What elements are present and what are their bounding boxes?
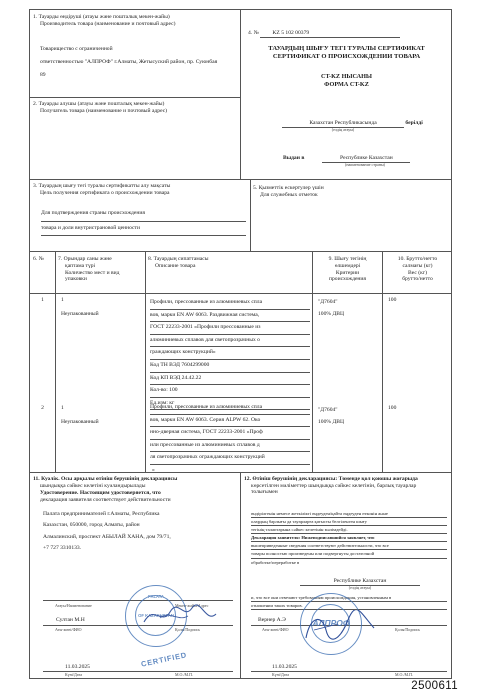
header-line: 8. Тауардың сипаттамасы [148, 256, 209, 262]
divider [29, 293, 452, 294]
issued-in-country: Казахстан Республикасында [282, 120, 404, 128]
stamp-text: АЛПРОФ [312, 618, 350, 628]
divider [250, 179, 251, 251]
producer-heading-kz: 1. Тауарды өндіруші (атауы және пошталық мекен-жайы) [33, 14, 170, 20]
caption: (наименование страны) [344, 162, 385, 167]
certification-heading-kz2: шындыққа сәйкес келетіні куәландырылады [40, 482, 146, 489]
service-notes-heading-ru: Для служебных отметок [260, 191, 318, 198]
divider [29, 97, 240, 98]
declaration-line: тегінің талаптарына сәйкес келетінін мәлімдейді. [251, 526, 447, 534]
chamber-address: Казахстан, 050000, город Алматы, район [43, 522, 140, 529]
description-line: Ед.изм: кг [150, 398, 310, 411]
header-line: салмағы (кг) [402, 262, 433, 269]
description-line: вов, марки EN AW 6063. Серия ALPW 62. Око [150, 415, 310, 428]
description-line: » [152, 466, 155, 473]
consignee-heading-ru: Получатель товара (наименование и почтовый адрес) [40, 107, 168, 114]
certificate-number-row [248, 30, 400, 38]
row-criteria [318, 297, 378, 320]
description-line: Профили, прессованные из алюминиевых спла [150, 297, 310, 310]
header-line: 7. Орындар саны және [58, 256, 112, 262]
certification-date: 11.03.2025 [65, 664, 90, 670]
certificate-title-kz: ТАУАРДЫҢ ШЫҒУ ТЕГІ ТУРАЛЫ СЕРТИФИКАТ [268, 45, 425, 52]
column-header-criteria [313, 256, 382, 283]
criteria-share: 100% ДВЦ [318, 418, 345, 425]
description-line: Код ТН ВЭД 7604299000 [150, 360, 310, 373]
issued-in-row [282, 120, 442, 128]
issued-label: Выдан в [283, 155, 305, 161]
certificate-form [241, 73, 452, 88]
column-header-description [148, 256, 308, 270]
consignee-heading-kz: 2. Тауарды алушы (атауы және пошталық мекен-жайы) [33, 101, 165, 107]
header-line: Описание товара [155, 262, 196, 269]
producer-line: Товарищество с ограниченной [40, 46, 113, 52]
declaration-heading [244, 476, 449, 496]
criteria-code: "Д7604" [318, 299, 338, 305]
divider [240, 472, 241, 679]
declaration-country: Республике Казахстан [300, 578, 420, 586]
chamber-details [43, 509, 238, 555]
description-line: нно-дверная система, ГОСТ 22233-2001 «Проф [150, 427, 310, 440]
certification-heading [33, 476, 238, 504]
heading-text: 11. Куәлік. Осы арқылы өтініш берушінің декларациясы [33, 476, 178, 482]
number-prefix: 4. № [248, 30, 259, 36]
declaration-line: көрсетілген мәліметтер шындыққа сәйкес келетінін, барлық тауарлар [251, 482, 417, 489]
certificate-title-ru: СЕРТИФИКАТ О ПРОИСХОЖДЕНИИ ТОВАРА [272, 52, 421, 60]
consignee-heading [33, 101, 238, 115]
divider [312, 251, 313, 472]
row-description [150, 297, 310, 410]
declaration-line: и, что все они отвечают требованиям происхождения, установленным в [251, 594, 447, 602]
service-notes-heading-kz: 5. Қызметтік ескертулер үшін [253, 185, 324, 191]
caption: Аты-жөні/ФИО [262, 627, 289, 632]
declarant-name: Вернер А.Э [258, 617, 286, 623]
description-line: Профили, прессованные из алюминиевых спла [150, 402, 310, 415]
purpose-line: товара и доли внутристрановой ценности [41, 222, 246, 237]
page-number: 2500611 [411, 680, 458, 692]
header-line: қаптама түрі [65, 262, 96, 269]
certifier-signature-icon [140, 600, 220, 630]
purpose-heading [33, 183, 247, 197]
purpose-heading-kz: 3. Тауардың шығу тегі туралы сертификатты алу мақсаты [33, 183, 171, 189]
chamber-name: Палата предпринимателей г.Алматы, Республика [43, 511, 160, 517]
issued-in-suffix: берілді [405, 120, 423, 126]
form-kz: CT-KZ НЫСАНЫ [321, 73, 372, 80]
caption: Атауы/Наименование [55, 603, 92, 608]
caption: Қолы/Подпись [395, 627, 421, 632]
divider [145, 251, 146, 472]
caption: (елдің атауы) [348, 585, 372, 590]
certifier-name: Султан М.Н [56, 617, 85, 623]
header-line: өлшемдері [334, 262, 361, 269]
column-header-packages [58, 256, 144, 283]
row-packaging: Неупакованный [61, 311, 99, 317]
row-packaging: Неупакованный [61, 419, 99, 425]
row-weight: 100 [388, 297, 397, 303]
certification-heading-ru: Удостоверение. Настоящим удостоверяется, что [40, 489, 161, 496]
caption: Күні/Дата [272, 672, 290, 677]
purpose-heading-ru: Цель получения сертификата о происхождении товара [40, 189, 170, 196]
column-header-weight [383, 256, 452, 283]
declaration-line: отношении таких товаров. [251, 602, 447, 610]
header-line: происхождения [329, 276, 366, 283]
divider [382, 251, 383, 472]
purpose-line: Для подтверждения страны происхождения [41, 207, 246, 222]
divider [29, 179, 452, 180]
certification-heading-ru2: декларация заявителя соответствует действительности [40, 496, 171, 503]
caption: (елдің атауы) [331, 127, 355, 132]
caption: М.О./М.П. [175, 672, 194, 677]
caption: Қолы/Подпись [175, 627, 201, 632]
stamp-text: OF KAZAKHSTAN [138, 613, 174, 618]
producer-line: ответственностью "АЛПРОФ" г.Алматы, Жетысуский район, пр. Суюнбая [40, 58, 218, 65]
declaration-line: олардың барлығы да тауарларға қатысты белгіленген шығу [251, 518, 447, 526]
producer-heading [33, 14, 238, 28]
declaration-line: товары полностью произведены или подвергнуты достаточной [251, 550, 447, 558]
certificate-number: KZ 5 102 00379 [260, 30, 400, 38]
declaration-body [251, 510, 447, 566]
description-line: граждающих конструкций» [150, 347, 310, 360]
declaration-date: 11.03.2025 [272, 664, 297, 670]
divider [240, 9, 241, 179]
header-line: 9. Шығу тегінің [328, 256, 367, 262]
row-description [150, 402, 310, 477]
header-line: Критерии [335, 269, 360, 276]
service-notes-heading [253, 185, 448, 199]
chamber-address: +7 727 3310133. [43, 545, 82, 552]
producer-heading-ru: Производитель товара (наименование и почтовый адрес) [40, 20, 176, 27]
form-ru: ФОРМА CT-KZ [324, 80, 369, 88]
row-weight: 100 [388, 405, 397, 411]
criteria-share: 100% ДВЦ [318, 310, 345, 317]
purpose-details [41, 207, 246, 236]
description-line: или прессованные из алюминиевых сплавов д [150, 440, 310, 453]
description-line: Код КП ВЭД 24.42.22 [150, 373, 310, 386]
description-line: вов, марки EN AW 6063. Раздвижная система, [150, 310, 310, 323]
declaration-heading-text: 12. Өтініш берушінің декларациясы: Төменде қол қоюшы жоғарыда [244, 476, 418, 482]
row-number: 2 [41, 405, 44, 411]
producer-details [40, 43, 236, 81]
row-number: 1 [41, 297, 44, 303]
certification-heading-kz [33, 476, 238, 483]
column-header-number: 6. № [33, 256, 44, 262]
producer-line: 89 [40, 71, 46, 78]
header-line: Вес (кг) [408, 269, 427, 276]
header-line: упаковки [65, 276, 87, 283]
row-qty: 1 [61, 297, 64, 303]
header-line: брутто/нетто [402, 276, 433, 283]
header-line: Количество мест и вид [65, 269, 120, 276]
caption: М.О./М.П. [395, 672, 414, 677]
description-line: алюминиевых сплавов для светопрозрачных о [150, 335, 310, 348]
caption: Мекен-жайы/Адрес [175, 603, 209, 608]
header-line: 10. Брутто/нетто [397, 256, 438, 262]
divider [29, 251, 452, 252]
issued-country: Республике Казахстан [322, 155, 410, 163]
declaration-line: толығымен [251, 489, 278, 496]
stamp-certified-text: CERTIFIED [140, 650, 188, 669]
caption: Күні/Дата [65, 672, 83, 677]
divider [55, 251, 56, 472]
row-qty: 1 [61, 405, 64, 411]
chamber-address: Алмалинский, проспект АБЫЛАЙ ХАНА, дом 79/71, [43, 533, 171, 540]
description-line: Кол-во: 100 [150, 385, 310, 398]
declarant-signature-icon [300, 610, 380, 644]
row-criteria [318, 405, 378, 428]
declaration-line: өндірілгенін немесе жеткілікті өңдеуден/қайта өңдеуден өтконін және [251, 510, 447, 518]
declaration-line: обработке/переработке в [251, 559, 300, 565]
declaration-line: вышеприведенные сведения соответствуют действительности, что все [251, 542, 447, 550]
certificate-title [241, 45, 452, 61]
declaration-line: Декларация заявителя: Нижеподписавшийся заявляет, что [251, 534, 447, 542]
description-line: ля светопрозрачных ограждающих конструкций [150, 452, 310, 465]
description-line: ГОСТ 22233-2001 «Профили прессованные из [150, 322, 310, 335]
criteria-code: "Д7604" [318, 407, 338, 413]
stamp-text: PALATA [147, 594, 165, 599]
caption: Аты-жөні/ФИО [55, 627, 82, 632]
